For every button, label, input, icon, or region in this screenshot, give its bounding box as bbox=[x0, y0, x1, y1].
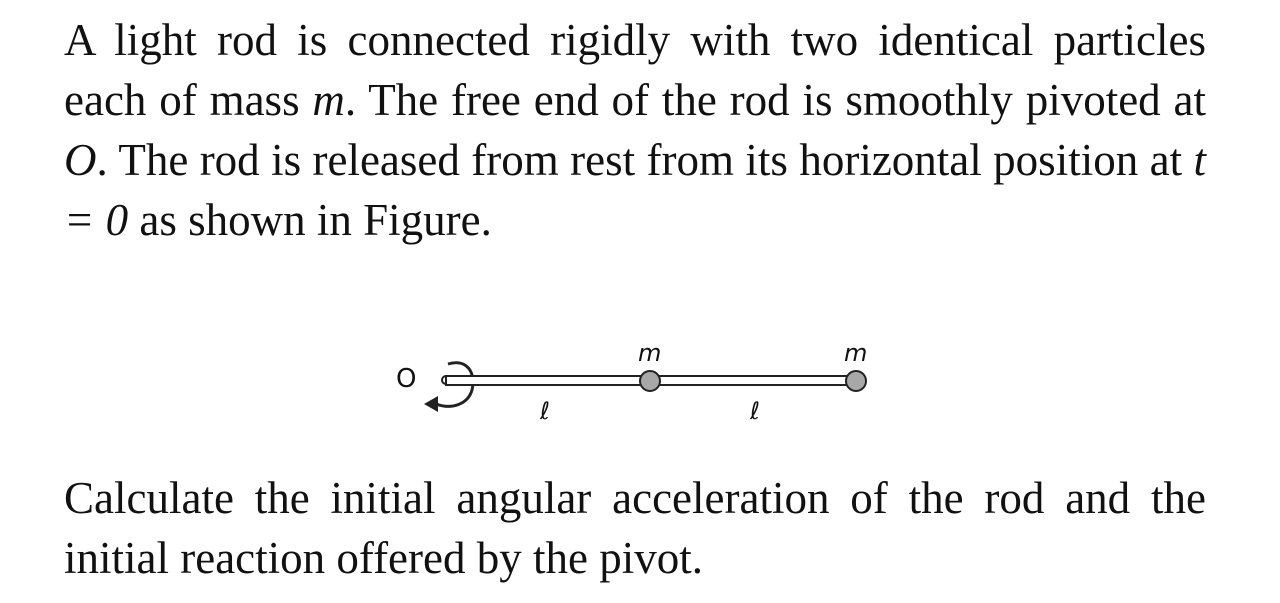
particle-1 bbox=[640, 371, 660, 391]
length-label-2: ℓ bbox=[750, 397, 760, 425]
rod-diagram bbox=[380, 330, 900, 440]
intro-text-2: . The free end of the rod is smoothly pivoted at bbox=[344, 75, 1206, 125]
rotation-arrowhead-icon bbox=[424, 396, 438, 412]
length-label-1: ℓ bbox=[540, 397, 550, 425]
rod-figure bbox=[380, 330, 900, 440]
mass-label-2: m bbox=[844, 339, 868, 367]
pivot-symbol: O bbox=[64, 135, 97, 185]
intro-text-1: A light rod is connected rigidly with two identical particles each of mass bbox=[64, 15, 1206, 125]
question-text: Calculate the initial angular acceleration of the rod and the initial reaction offered by the pivot. bbox=[64, 473, 1206, 583]
time-expression: t = 0 bbox=[64, 135, 1206, 245]
intro-text-4: as shown in Figure. bbox=[128, 195, 492, 245]
mass-symbol: m bbox=[312, 75, 345, 125]
problem-statement bbox=[64, 10, 1206, 250]
intro-text-3: . The rod is released from rest from its horizontal position at bbox=[96, 135, 1194, 185]
mass-label-1: m bbox=[638, 339, 662, 367]
particle-2 bbox=[846, 371, 866, 391]
pivot-label: O bbox=[396, 364, 417, 394]
